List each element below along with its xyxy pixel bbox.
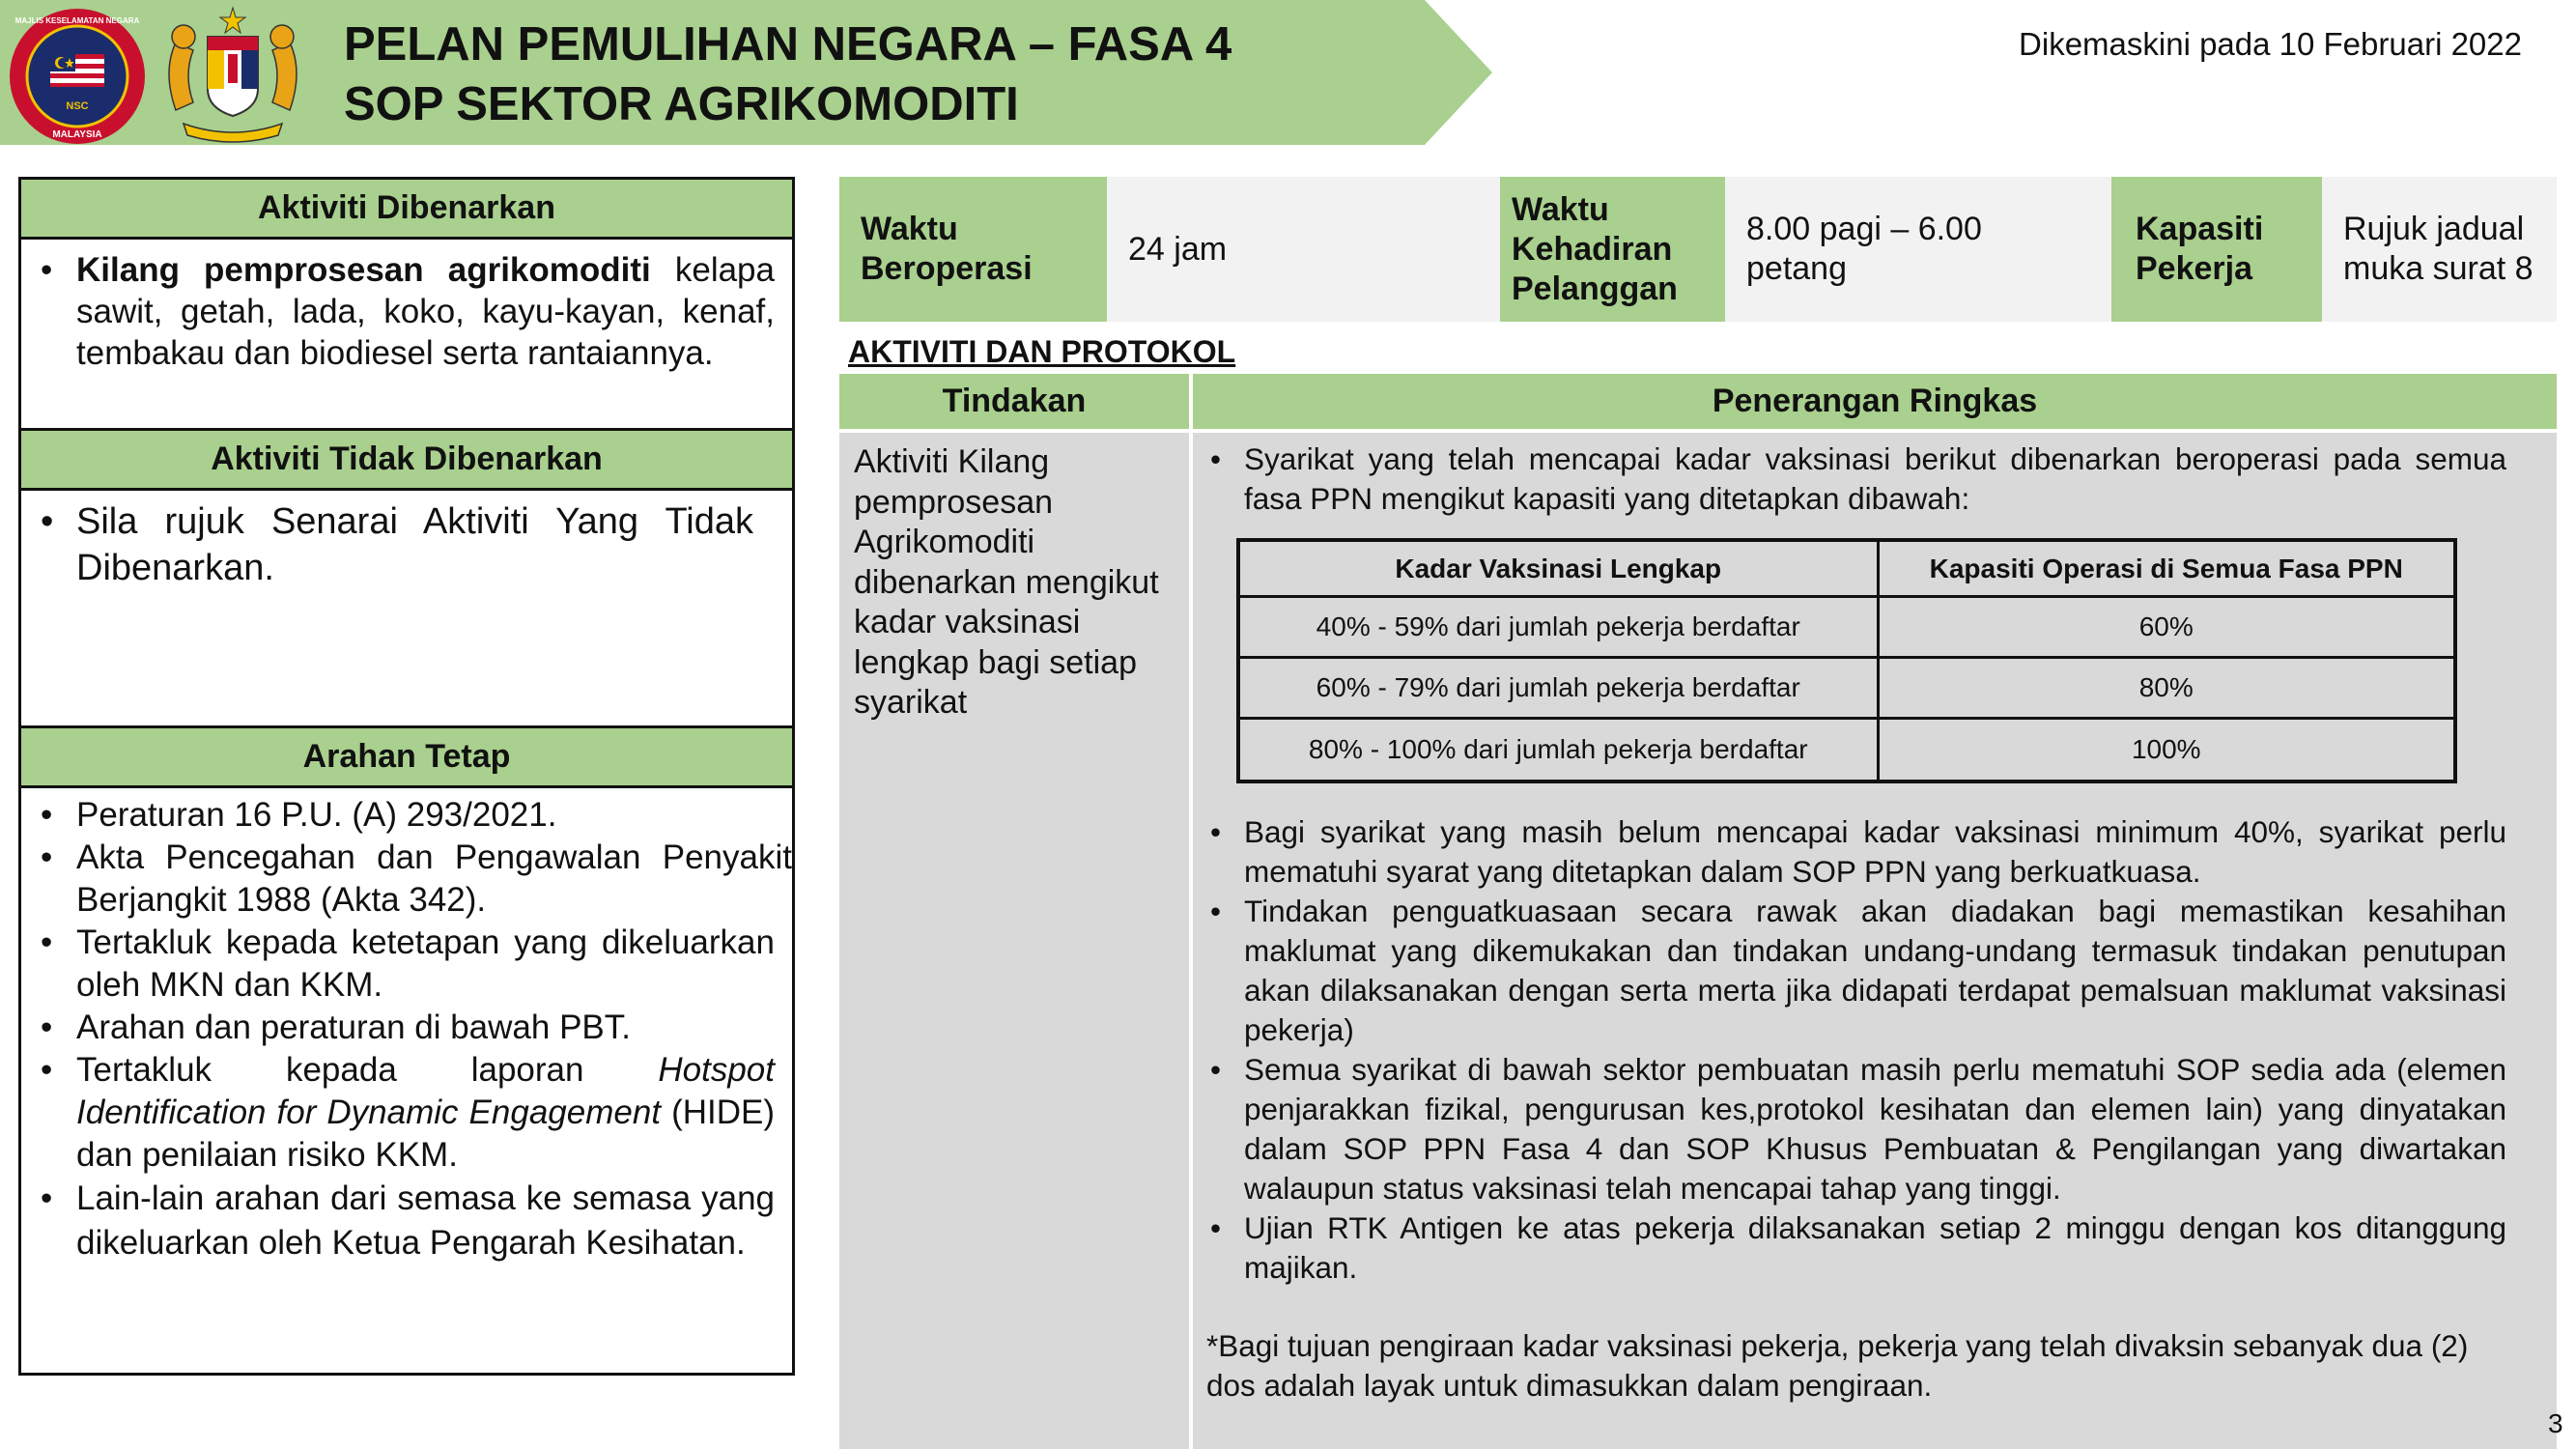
description-content <box>1193 433 2557 1406</box>
directive-item: • Akta Pencegahan dan Pengawalan Penyakit Berjangkit 1988 (Akta 342). <box>41 837 792 922</box>
standing-directives-box <box>18 725 795 1376</box>
last-updated-date: Dikemaskini pada 10 Februari 2022 <box>2019 26 2522 62</box>
table-row <box>1238 596 2455 657</box>
action-text: Aktiviti Kilang pemprosesan Agrikomoditi dibenarkan mengikut kadar vaksinasi lengkap bagi setiap syarikat <box>854 443 1159 721</box>
nsc-logo <box>6 8 149 145</box>
operating-hours-label: Waktu Beroperasi <box>839 177 1107 322</box>
nsc-logo-country: MALAYSIA <box>52 129 102 140</box>
vaccination-rate-cell: 80% - 100% dari jumlah pekerja berdaftar <box>1238 718 1878 781</box>
allowed-activities-heading: Aktiviti Dibenarkan <box>21 180 792 240</box>
allowed-activities-body <box>21 240 792 374</box>
operating-capacity-header: Kapasiti Operasi di Semua Fasa PPN <box>1878 540 2455 596</box>
directive-item: • Lain-lain arahan dari semasa ke semasa yang dikeluarkan oleh Ketua Pengarah Kesihatan. <box>41 1177 792 1265</box>
directive-italic-text: Hotspot Identification for Dynamic Engagement <box>76 1051 775 1131</box>
description-cell <box>1193 433 2557 1449</box>
nsc-logo-text: NSC <box>66 100 89 112</box>
malaysia-coat-of-arms-logo <box>155 4 311 145</box>
vaccination-rate-cell: 40% - 59% dari jumlah pekerja berdaftar <box>1238 596 1878 657</box>
worker-capacity-value: Rujuk jadual muka surat 8 <box>2322 177 2557 322</box>
directive-text: (HIDE) dan penilaian risiko KKM. <box>76 1094 775 1174</box>
description-column-header: Penerangan Ringkas <box>1193 374 2557 429</box>
operating-capacity-cell: 60% <box>1878 596 2455 657</box>
not-allowed-activities-body <box>21 491 792 591</box>
description-bullet: • Semua syarikat di bawah sektor pembuatan masih perlu mematuhi SOP sedia ada (elemen penjarakkan fizikal, pengurusan kes,protokol kesihatan dan elemen lain) yang dinyatakan dalam SOP PPN Fasa 4 dan SOP Khusus Pembuatan & Pengilangan yang diwartakan walaupun status vaksinasi telah mencapai tahap yang tinggi. <box>1206 1050 2506 1208</box>
operating-capacity-cell: 100% <box>1878 718 2455 781</box>
customer-hours-value: 8.00 pagi – 6.00 petang <box>1725 177 2111 322</box>
footnote: *Bagi tujuan pengiraan kadar vaksinasi pekerja, pekerja yang telah divaksin sebanyak dua (2) dos adalah layak untuk dimasukkan dalam pengiraan. <box>1206 1328 2469 1403</box>
description-bullet: • Syarikat yang telah mencapai kadar vaksinasi berikut dibenarkan beroperasi pada semua fasa PPN mengikut kapasiti yang ditetapkan dibawah: <box>1206 440 2506 519</box>
customer-hours-label: Waktu Kehadiran Pelanggan <box>1500 177 1725 322</box>
worker-capacity-label: Kapasiti Pekerja <box>2111 177 2322 322</box>
page-number: 3 <box>2548 1408 2563 1438</box>
directive-item: • Tertakluk kepada ketetapan yang dikeluarkan oleh MKN dan KKM. <box>41 922 792 1007</box>
not-allowed-activity-item: • Sila rujuk Senarai Aktiviti Yang Tidak Dibenarkan. <box>41 498 753 591</box>
allowed-activity-item <box>41 249 775 374</box>
directive-item: • Arahan dan peraturan di bawah PBT. <box>41 1007 792 1049</box>
table-row <box>1238 718 2455 781</box>
section-title: AKTIVITI DAN PROTOKOL <box>848 334 1236 369</box>
standing-directives-body <box>21 788 792 1265</box>
directive-item: • Peraturan 16 P.U. (A) 293/2021. <box>41 794 792 837</box>
page-title-line-1: PELAN PEMULIHAN NEGARA – FASA 4 <box>344 18 1232 71</box>
standing-directives-heading: Arahan Tetap <box>21 728 792 788</box>
operating-hours-value: 24 jam <box>1107 177 1500 322</box>
vaccination-capacity-table <box>1236 538 2457 783</box>
table-row <box>1238 657 2455 718</box>
nsc-logo-name: MAJLIS KESELAMATAN NEGARA <box>14 16 140 25</box>
vaccination-rate-header: Kadar Vaksinasi Lengkap <box>1238 540 1878 596</box>
not-allowed-activities-box <box>18 428 795 725</box>
allowed-activity-bold: Kilang pemprosesan agrikomoditi <box>76 251 651 289</box>
description-bullet: • Ujian RTK Antigen ke atas pekerja dilaksanakan setiap 2 minggu dengan kos ditanggung majikan. <box>1206 1208 2506 1288</box>
operating-capacity-cell: 80% <box>1878 657 2455 718</box>
action-column-header: Tindakan <box>839 374 1189 429</box>
directive-item <box>41 1049 792 1177</box>
description-bullet: • Bagi syarikat yang masih belum mencapai kadar vaksinasi minimum 40%, syarikat perlu mematuhi syarat yang ditetapkan dalam SOP PPN yang berkuatkuasa. <box>1206 812 2506 892</box>
directive-text: Tertakluk kepada laporan <box>76 1051 659 1089</box>
action-cell <box>839 433 1189 1449</box>
not-allowed-activities-heading: Aktiviti Tidak Dibenarkan <box>21 431 792 491</box>
allowed-activities-box <box>18 177 795 428</box>
allowed-activity-text: kelapa sawit, getah, lada, koko, kayu-kayan, kenaf, tembakau dan biodiesel serta rantaiannya. <box>76 251 775 372</box>
page-title-line-2: SOP SEKTOR AGRIKOMODITI <box>344 78 1019 130</box>
description-bullet: • Tindakan penguatkuasaan secara rawak akan diadakan bagi memastikan kesahihan maklumat yang dikemukakan dan tindakan undang-undang termasuk tindakan penutupan akan dilaksanakan dengan serta merta jika didapati terdapat pemalsuan maklumat vaksinasi pekerja) <box>1206 892 2506 1050</box>
vaccination-rate-cell: 60% - 79% dari jumlah pekerja berdaftar <box>1238 657 1878 718</box>
